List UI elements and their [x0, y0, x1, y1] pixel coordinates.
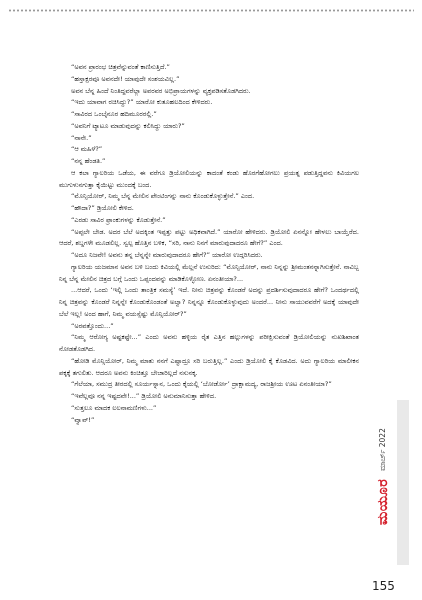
- magazine-logo: ಮಯೂರ: [375, 478, 391, 525]
- top-dotted-rule: [8, 9, 414, 12]
- paragraph: “ಹೌದಾ?” ಡ್ರಿಯೋಲಿ ಕೇಳಿದ.: [71, 204, 134, 212]
- paragraph: “ನಿಮ್ಮ ಆರೋಗ್ಯ ಅಷ್ಟಕಷ್ಟೇ...” ಎಂದು ಅವನು ಹಳ್ಳಿಯ ರೈತ ಎತ್ತಿನ ಹಲ್ಲುಗಳನ್ನು ಪರೀಕ್ಷಿಸುವಂತೆ ಡ್ರಿಯೋಲಿಯನ್ನು ನುಖಶಿಖಾಂತ ನೋಡತೊಡಗಿದ.: [59, 333, 359, 353]
- paragraph: “ಹಸ್ತಾಕ್ಷರವೂ ಅವನದೇ! ಯಾವುದೇ ಸಂಶಯವಿಲ್ಲ.”: [71, 74, 180, 83]
- paragraph: “ಅದೂ ನಿಜವೇ! ಅವನು ತನ್ನ ಬೆನ್ನನ್ನೇ ಮಾರುವುದಾದರೂ ಹೇಗೆ?” ಯಾರೋ ಉದ್ಗರಿಸಿದರು.: [71, 251, 263, 259]
- paragraph: “ಮೊನ್ಸಿಯೋರ್, ನಿಮ್ಮ ಬೆನ್ನ ಮೇಲಿನ ಪೇಂಟಿಂಗನ್ನು ನಾನು ಕೊಂಡುಕೊಳ್ಳುತ್ತೇನೆ.” ಎಂದ.: [71, 192, 255, 201]
- article-body: [59, 62, 359, 426]
- paragraph: “ಹೋಡಿ ಮೊನ್ಸಿಯೋರ್, ನಿಮ್ಮ ಮಾತು ನನಗೆ ಎಷ್ಟಾದ್ರೂ ಸರಿ ಬರುತ್ತಿಲ್ಲ.” ಎಂದು ಡ್ರಿಯೋಲಿ ಕೈ ಕೊಡವಿದ. ಅದು ಗ್ಯಾಲರಿಯ ಮಾಲೀಕನ ಪಕ್ಕಕ್ಕೆ ತಗುಲಿತು. ಆದರೂ ಅವನು ಕಿಂಚಿತ್ತೂ ಬೇಜಾರಿಲ್ಲದೆ ನಸುನಕ್ಕ.: [59, 356, 359, 377]
- paragraph: “ಇದು ಯಾವಾಗ ರಚಿಸಿದ್ದು?” ಯಾರೋ ಕುತೂಹಲದಿಂದ ಕೇಳಿದರು.: [71, 98, 213, 107]
- paragraph: “ಅರವತ್ತೊಂದು...”: [71, 321, 114, 330]
- paragraph: “ಅವನ ಪ್ರಾರಂಭ ಚಿತ್ರವೆನ್ನುವಂತೆ ಕಾಣಿಸುತ್ತಿದೆ.”: [71, 63, 170, 71]
- paragraph: “ಎರಡು ಸಾವಿರ ಫ್ರಾಂಕುಗಳನ್ನು ಕೊಡುತ್ತೇನೆ.”: [71, 215, 166, 224]
- magazine-sidebar: [375, 400, 409, 570]
- paragraph: “ಸುತ್ತಲೂ ಮಾದಕ ಲಲನಾಮಣಿಗಳು...”: [71, 403, 157, 412]
- paragraph: ಆ ಕಲಾ ಗ್ಯಾಲರಿಯ ಒಡೆಯ, ಈ ವರೆಗೂ ಡ್ರಿಯೋಲಿಯನ್ನು ಕಾದಂತೆ ಕಂಡು ಹೊರಗೆಹೋಗಲು ಪ್ರಯತ್ನ ಪಡುತ್ತಿದ್ದವನು ಕಿವಿಯಗಲ ಮುಗುಳುನಗುತ್ತಾ ಕೈಯಿಟ್ಟು ಮುಂದಕ್ಕೆ ಬಂದ.: [59, 168, 359, 189]
- sidebar-label: [375, 428, 391, 525]
- paragraph: ಗ್ಯಾಲರಿಯ ಯಜಮಾನ ಅವನ ಬಳಿ ಬಂದು ಕಿವಿಯಲ್ಲಿ ಮೆಲ್ಲನೆ ಉಸುರಿದ: “ಮೊನ್ಸಿಯೋರ್, ನಾನು ನಿನ್ನನ್ನು ಶ್ರೀಮಂತನನ್ನಾಗಿಸುತ್ತೇನೆ. ನಾವಿಬ್ಬ ನಿನ್ನ ಬೆನ್ನ ಮೇಲಿನ ಚಿತ್ರದ ಬಗ್ಗೆ ಒಂದು ಒಪ್ಪಂದವನ್ನು ಮಾಡಿಕೊಳ್ಳೋಣ. ಏನಂತೀಯಾ?...: [59, 262, 359, 283]
- paragraph: “ಸಾವಿರದ ಒಂಬೈನೂರ ಹದಿಮೂರರಲ್ಲಿ.”: [71, 110, 157, 118]
- paragraph: “ನನ್ನ ಹೆಂಡತಿ.”: [71, 157, 106, 165]
- paragraph: “ವ್ವಾವ್!”: [71, 415, 95, 424]
- paragraph: “ಇವೆಲ್ಲವೂ ನನ್ನ ಇಷ್ಟದವೇ!...” ಡ್ರಿಯೋಲಿ ಅನುಮಾನಿಸುತ್ತಾ ಹೇಳಿದ.: [71, 392, 217, 400]
- paragraph: “ಅಪ್ಪಲೇ ಬೇಡ. ಅದರ ಬೆಲೆ ಅದಕ್ಕಿಂತ ಇಪ್ಪತ್ತು ಪಟ್ಟು ಅಧಿಕವಾಗಿದೆ.” ಯಾರೋ ಹೇಳಿದರು. ಡ್ರಿಯೋಲಿ ಏನನ್ನೋ ಹೇಳಲು ಬಾಯ್ತೆರೆದ. ಆದರೆ, ಶಬ್ದಗಳೇ ಮೂಡಲಿಲ್ಲ. ಸ್ವಲ್ಪ ಹೊತ್ತಿನ ಬಳಿಕ, “ಸರಿ, ನಾನು ನಿನಗೆ ಮಾರುವುದಾದರೂ ಹೇಗೆ?” ಎಂದ.: [59, 227, 359, 248]
- page-number: 155: [372, 579, 395, 593]
- paragraph: “ನಾನೇ.”: [71, 133, 92, 142]
- paragraph: ...ಆದರೆ, ಒಂದು ‘ಇಲ್ಲಿ ಒಂದು ತಾಂತ್ರಿಕ ಸಮಸ್ಯೆ’ ಇದೆ. ನೀನು ಚಿತ್ರವನ್ನು ಕೊಂಡರೆ ಅದನ್ನು ಪ್ರದರ್ಶಿಸುವುದಾದರೂ ಹೇಗೆ? ಒಂದರ್ಥದಲ್ಲಿ ನಿನ್ನ ಚಿತ್ರವನ್ನು ಕೊಂಡರೆ ನಿನ್ನನ್ನೇ ಕೊಂಡುಕೊಂಡಂತೆ ಅಲ್ವಾ? ನಿನ್ನನ್ನೂ ಕೊಂಡುಕೊಳ್ಳುವುದು ಅಂದರೆ... ನೀನು ಸಾಯುವವರೆಗೆ ಅದಕ್ಕೆ ಯಾವುದೇ ಬೆಲೆ ಇಲ್ಲ! ಅಂದ ಹಾಗೆ, ನಿಮ್ಮ ವಯಸ್ಸೆಷ್ಟು ಮೊನ್ಸಿಯೋರ್?”: [59, 286, 359, 318]
- paragraph: “ಆ ಮಹಿಳೆ?”: [71, 145, 103, 154]
- sidebar-strip: [397, 400, 409, 565]
- issue-date: ಮಾರ್ಚ್ 2022: [378, 428, 387, 471]
- paragraph: ಅವನ ಬೆನ್ನ ಹಿಂದೆ ನಿಂತಿದ್ದವರೆಲ್ಲಾ ಅವರವರ ಅಭಿಪ್ರಾಯಗಳನ್ನು ವ್ಯಕ್ತಪಡಿಸತೊಡಗಿದರು.: [71, 86, 251, 95]
- paragraph: “ಗೆಲೆಯಾ, ಸಮುದ್ರ ತೀರದಲ್ಲಿ ಸೂರ್ಯಸ್ನಾನ, ಒಂದು ಕೈಯಲ್ಲಿ ‘ಬೋರ್ಡೋ’ ದ್ರಾಕ್ಷಾಮದ್ಯ, ರಾಜಶ್ರೀಯ ಊಟ ಏನಂತೀಯಾ?”: [71, 380, 332, 389]
- paragraph: “ಅವನಿಗೆ ಟ್ಯಾಟೂ ಮಾಡುವುದನ್ನು ಕಲಿಸಿದ್ದು ಯಾರು?”: [71, 121, 185, 130]
